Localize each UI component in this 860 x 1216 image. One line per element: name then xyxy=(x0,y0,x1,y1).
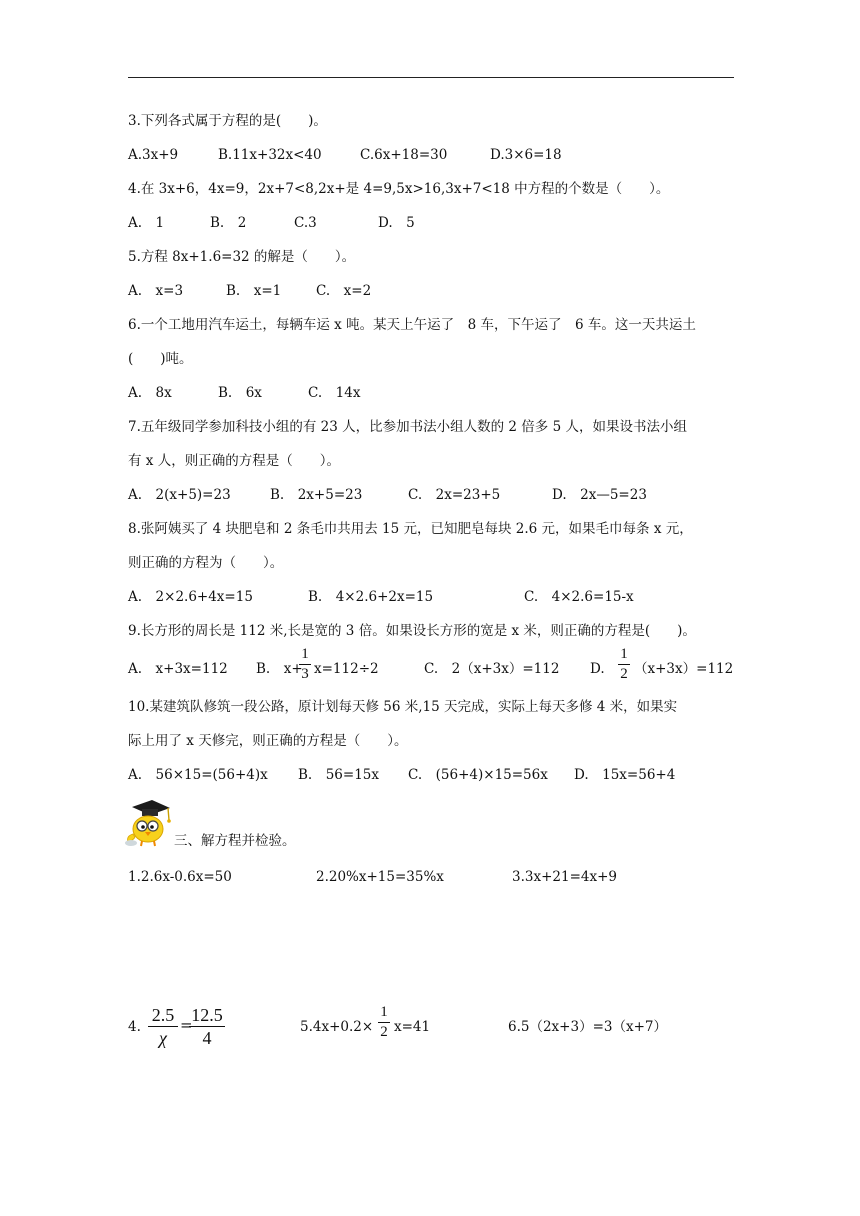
q8-stem-line1: 8.张阿姨买了 4 块肥皂和 2 条毛巾共用去 15 元，已知肥皂每块 2.6 元，如果毛巾每条 x 元， xyxy=(128,521,693,537)
q9-option-b-prefix: B. x+ xyxy=(256,661,303,677)
q9-stem: 9.长方形的周长是 112 米,长是宽的 3 倍。如果设长方形的宽是 x 米，则正确的方程是( )。 xyxy=(128,623,696,639)
q10-stem-line1: 10.某建筑队修筑一段公路，原计划每天修 56 米,15 天完成，实际上每天多修 4 米，如果实 xyxy=(128,699,678,715)
fraction-denominator: 2 xyxy=(380,1024,388,1040)
q10-option-d: D. 15x=56+4 xyxy=(574,767,676,783)
problem-5-prefix: 5.4x+0.2× xyxy=(300,1019,374,1035)
problem-4-fraction-left xyxy=(148,1004,178,1049)
fraction-denominator: 4 xyxy=(202,1028,212,1048)
q4-option-a: A. 1 xyxy=(128,215,165,231)
q10-option-a: A. 56×15=(56+4)x xyxy=(128,767,268,783)
problem-4-prefix: 4. xyxy=(128,1019,141,1035)
section-3-title: 三、解方程并检验。 xyxy=(174,833,296,849)
q9-option-d-fraction xyxy=(618,645,630,684)
fraction-numerator: 1 xyxy=(620,646,628,662)
q8-option-c: C. 4×2.6=15-x xyxy=(524,589,634,605)
q6-option-a: A. 8x xyxy=(128,385,172,401)
q5-option-c: C. x=2 xyxy=(316,283,372,299)
q5-option-a: A. x=3 xyxy=(128,283,184,299)
q7-option-a: A. 2(x+5)=23 xyxy=(128,487,231,503)
fraction-numerator: 1 xyxy=(301,646,309,662)
q3-stem: 3.下列各式属于方程的是( )。 xyxy=(128,113,327,129)
q4-option-b: B. 2 xyxy=(210,215,247,231)
q9-option-d-suffix: （x+3x）=112 xyxy=(634,661,734,677)
fraction-denominator: 3 xyxy=(301,666,309,682)
q10-stem-line2: 际上用了 x 天修完，则正确的方程是（ ）。 xyxy=(128,733,408,749)
q9-option-b-fraction xyxy=(299,645,311,684)
q6-option-b: B. 6x xyxy=(218,385,262,401)
header-rule xyxy=(128,77,734,78)
q8-stem-line2: 则正确的方程为（ ）。 xyxy=(128,555,284,571)
problem-4-equals: = xyxy=(180,1016,193,1034)
q7-option-c: C. 2x=23+5 xyxy=(408,487,501,503)
q4-option-c: C.3 xyxy=(294,215,317,231)
q9-option-b-suffix: x=112÷2 xyxy=(314,661,379,677)
q3-option-b: B.11x+32x<40 xyxy=(218,147,322,163)
q4-option-d: D. 5 xyxy=(378,215,415,231)
q7-option-d: D. 2x—5=23 xyxy=(552,487,647,503)
q9-option-d-prefix: D. xyxy=(590,661,605,677)
q8-option-b: B. 4×2.6+2x=15 xyxy=(308,589,434,605)
q7-stem-line1: 7.五年级同学参加科技小组的有 23 人，比参加书法小组人数的 2 倍多 5 人，如果设书法小组 xyxy=(128,419,687,435)
q6-stem-line1: 6.一个工地用汽车运土，每辆车运 x 吨。某天上午运了 8 车，下午运了 6 车。这一天共运土 xyxy=(128,317,696,333)
fraction-numerator: 12.5 xyxy=(191,1005,223,1025)
q5-option-b: B. x=1 xyxy=(226,283,282,299)
fraction-numerator: 2.5 xyxy=(151,1005,175,1025)
problem-6: 6.5（2x+3）=3（x+7） xyxy=(508,1019,667,1035)
fraction-denominator: χ xyxy=(159,1028,167,1048)
q9-option-c: C. 2（x+3x）=112 xyxy=(424,661,560,677)
q3-option-a: A.3x+9 xyxy=(128,147,179,163)
fraction-numerator: 1 xyxy=(380,1004,388,1020)
q5-stem: 5.方程 8x+1.6=32 的解是（ ）。 xyxy=(128,249,356,265)
graduation-cap-chick-mascot-icon xyxy=(122,798,174,848)
problem-2: 2.20%x+15=35%x xyxy=(316,869,444,885)
q3-option-d: D.3×6=18 xyxy=(490,147,562,163)
problem-3: 3.3x+21=4x+9 xyxy=(512,869,617,885)
q8-option-a: A. 2×2.6+4x=15 xyxy=(128,589,253,605)
problem-5-suffix: x=41 xyxy=(394,1019,431,1035)
q3-option-c: C.6x+18=30 xyxy=(360,147,448,163)
problem-1: 1.2.6x-0.6x=50 xyxy=(128,869,232,885)
problem-4-fraction-right xyxy=(189,1004,225,1049)
q7-stem-line2: 有 x 人，则正确的方程是（ ）。 xyxy=(128,453,340,469)
q9-option-a: A. x+3x=112 xyxy=(128,661,228,677)
q10-option-c: C. (56+4)×15=56x xyxy=(408,767,548,783)
problem-5-fraction xyxy=(378,1003,390,1042)
q6-option-c: C. 14x xyxy=(308,385,361,401)
q4-stem: 4.在 3x+6，4x=9，2x+7<8,2x+是 4=9,5x>16,3x+7<18 中方程的个数是（ ）。 xyxy=(128,181,670,197)
q6-stem-line2: ( )吨。 xyxy=(128,351,193,367)
fraction-denominator: 2 xyxy=(620,666,628,682)
q7-option-b: B. 2x+5=23 xyxy=(270,487,363,503)
q10-option-b: B. 56=15x xyxy=(298,767,379,783)
